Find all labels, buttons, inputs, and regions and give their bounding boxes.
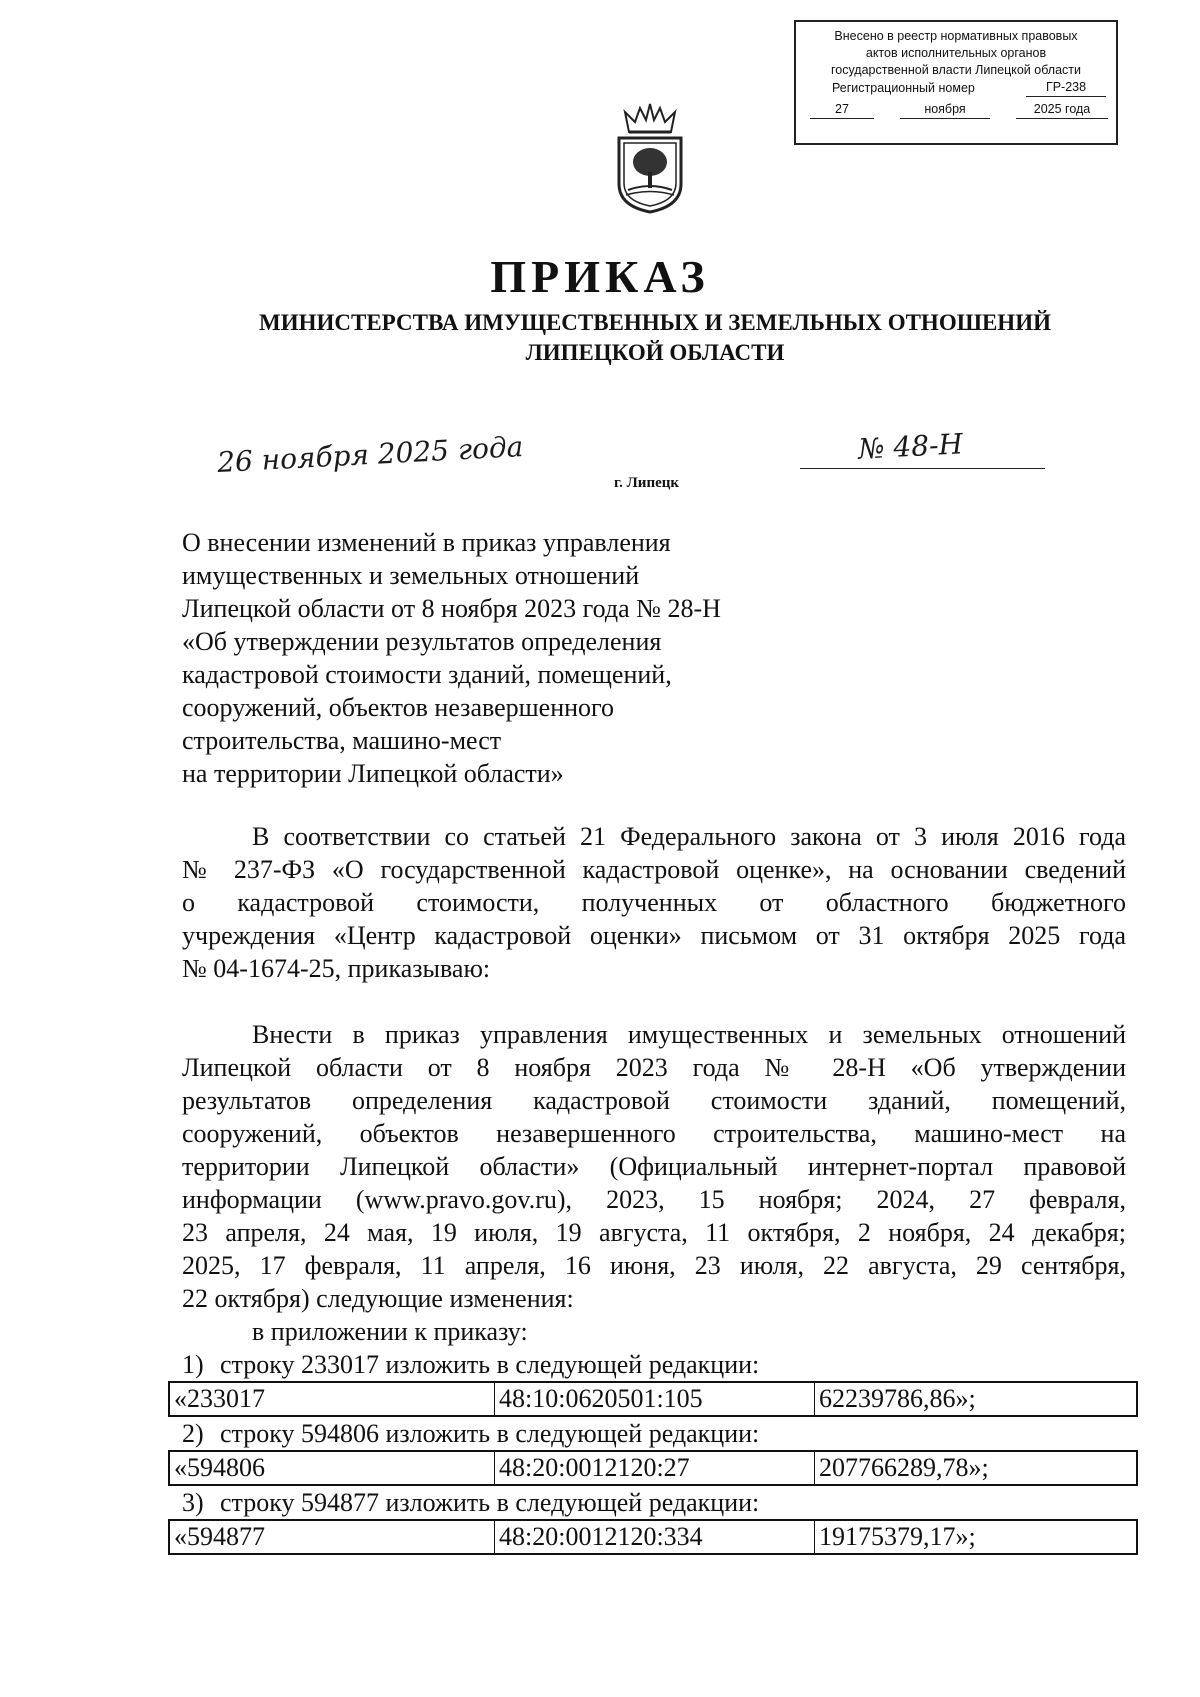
- stamp-line-2: актов исполнительных органов: [865, 46, 1047, 60]
- paragraph-line: учреждения «Центр кадастровой оценки» письмом от 31 октября 2025 года: [182, 921, 1126, 950]
- subject-line: О внесении изменений в приказ управления: [182, 528, 671, 557]
- paragraph-line: информации (www.pravo.gov.ru), 2023, 15 ноября; 2024, 27 февраля,: [182, 1185, 1126, 1214]
- stamp-reg-number: ГР-238: [1026, 79, 1106, 97]
- stamp-line-3: государственной власти Липецкой области: [830, 63, 1082, 77]
- cadastral-value-cell: 62239786,86»;: [819, 1384, 976, 1413]
- subject-line: сооружений, объектов незавершенного: [182, 693, 615, 722]
- coat-of-arms-emblem: [613, 102, 687, 214]
- registration-stamp: [794, 20, 1118, 145]
- paragraph-line: В соответствии со статьей 21 Федерального закона от 3 июля 2016 года: [252, 822, 1126, 851]
- operative-paragraph: [182, 1018, 1126, 1315]
- stamp-line-1: Внесено в реестр нормативных правовых: [834, 29, 1078, 43]
- stamp-day: 27: [810, 101, 874, 119]
- paragraph-line: сооружений, объектов незавершенного строительства, машино-мест на: [182, 1119, 1126, 1148]
- amendment-3-caption: [182, 1487, 1002, 1519]
- paragraph-line: результатов определения кадастровой стоимости зданий, помещений,: [182, 1086, 1126, 1115]
- amendment-number: 2): [182, 1419, 204, 1448]
- paragraph-line: 22 октября) следующие изменения:: [182, 1284, 574, 1313]
- subject-line: на территории Липецкой области»: [182, 759, 564, 788]
- amendment-2-caption: [182, 1418, 1002, 1450]
- paragraph-line: о кадастровой стоимости, полученных от областного бюджетного: [182, 888, 1126, 917]
- amendment-number: 3): [182, 1488, 204, 1517]
- amendment-text: строку 233017 изложить в следующей редакции:: [220, 1350, 760, 1379]
- row-number-cell: «594877: [170, 1521, 495, 1553]
- paragraph-line: 23 апреля, 24 мая, 19 июля, 19 августа, 11 октября, 2 ноября, 24 декабря;: [182, 1218, 1126, 1247]
- cadastral-number-cell: 48:20:0012120:27: [495, 1452, 815, 1484]
- city-label: г. Липецк: [614, 475, 680, 491]
- issuing-authority-line-2: ЛИПЕЦКОЙ ОБЛАСТИ: [525, 340, 785, 365]
- subject-line: «Об утверждении результатов определения: [182, 627, 662, 656]
- stamp-reg-label: Регистрационный номер: [832, 81, 975, 95]
- amendment-text: строку 594877 изложить в следующей редакции:: [220, 1488, 760, 1517]
- paragraph-line: Внести в приказ управления имущественных и земельных отношений: [252, 1020, 1126, 1049]
- paragraph-line: 2025, 17 февраля, 11 апреля, 16 июня, 23 июля, 22 августа, 29 сентября,: [182, 1251, 1126, 1280]
- subject-line: кадастровой стоимости зданий, помещений,: [182, 660, 672, 689]
- number-underline: [800, 468, 1045, 469]
- cadastral-number-cell: 48:20:0012120:334: [495, 1521, 815, 1553]
- stamp-year: 2025 года: [1016, 101, 1108, 119]
- amendment-1-caption: [182, 1349, 1002, 1381]
- amendment-text: строку 594806 изложить в следующей редакции:: [220, 1419, 760, 1448]
- cadastral-number-cell: 48:10:0620501:105: [495, 1383, 815, 1415]
- paragraph-line: № 237-ФЗ «О государственной кадастровой оценке», на основании сведений: [182, 855, 1126, 884]
- handwritten-number: № 48-Н: [857, 427, 964, 466]
- issuing-authority: [0, 308, 1200, 368]
- handwritten-date: 26 ноября 2025 года: [216, 430, 525, 479]
- amendment-1-row: [168, 1381, 1138, 1417]
- appendix-intro: в приложении к приказу:: [252, 1317, 528, 1346]
- subject-line: имущественных и земельных отношений: [182, 561, 640, 590]
- subject-line: Липецкой области от 8 ноября 2023 года № 28-Н: [182, 594, 721, 623]
- row-number-cell: «233017: [170, 1383, 495, 1415]
- amendment-number: 1): [182, 1350, 204, 1379]
- row-number-cell: «594806: [170, 1452, 495, 1484]
- cadastral-value-cell: 19175379,17»;: [819, 1522, 976, 1551]
- subject-heading: [182, 526, 822, 790]
- cadastral-value-cell: 207766289,78»;: [819, 1453, 989, 1482]
- subject-line: строительства, машино-мест: [182, 726, 502, 755]
- stamp-month: ноября: [900, 101, 990, 119]
- paragraph-line: Липецкой области от 8 ноября 2023 года № 28-Н «Об утверждении: [182, 1053, 1126, 1082]
- amendment-3-row: [168, 1519, 1138, 1555]
- document-title: ПРИКАЗ: [490, 251, 710, 302]
- paragraph-line: № 04-1674-25, приказываю:: [182, 954, 491, 983]
- paragraph-line: территории Липецкой области» (Официальный интернет-портал правовой: [182, 1152, 1126, 1181]
- amendment-2-row: [168, 1450, 1138, 1486]
- issuing-authority-line-1: МИНИСТЕРСТВА ИМУЩЕСТВЕННЫХ И ЗЕМЕЛЬНЫХ ОТНОШЕНИЙ: [259, 310, 1051, 335]
- preamble-paragraph: [182, 820, 1126, 985]
